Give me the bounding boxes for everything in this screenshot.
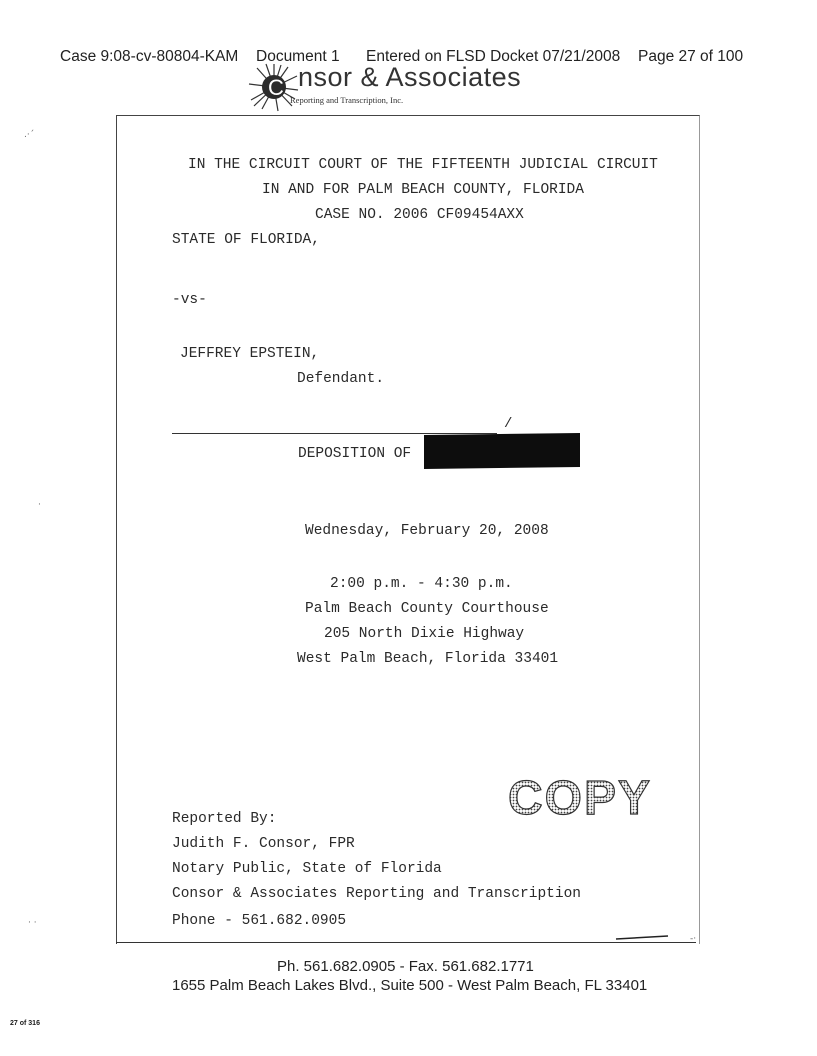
plaintiff: STATE OF FLORIDA,	[172, 232, 320, 248]
court-line-2: IN AND FOR PALM BEACH COUNTY, FLORIDA	[262, 182, 584, 198]
logo-name: nsor & Associates	[298, 62, 522, 92]
location-line-2: 205 North Dixie Highway	[324, 626, 525, 642]
defendant-role: Defendant.	[297, 371, 385, 387]
copy-stamp	[506, 772, 652, 820]
scan-speck: · ·	[28, 918, 37, 928]
bottom-rule	[116, 942, 696, 943]
scan-speck: -·	[690, 934, 697, 944]
deposition-time: 2:00 p.m. - 4:30 p.m.	[330, 576, 513, 592]
reporter-company: Consor & Associates Reporting and Transcription	[172, 886, 581, 902]
svg-text:C: C	[268, 75, 284, 100]
page-number: Page 27 of 100	[638, 48, 744, 65]
stamp-text: COPY	[508, 772, 652, 820]
location-line-1: Palm Beach County Courthouse	[305, 601, 549, 617]
deposition-date: Wednesday, February 20, 2008	[305, 523, 549, 539]
case-no: CASE NO. 2006 CF09454AXX	[315, 207, 524, 223]
reporter-name: Judith F. Consor, FPR	[172, 836, 355, 852]
versus: -vs-	[172, 292, 207, 308]
location-line-3: West Palm Beach, Florida 33401	[297, 651, 559, 667]
redaction-bar	[424, 433, 580, 469]
footer-address: 1655 Palm Beach Lakes Blvd., Suite 500 - West Palm Beach, FL 33401	[172, 977, 648, 994]
pen-mark	[614, 934, 670, 942]
scan-speck: .·´	[24, 130, 35, 140]
deposition-title: DEPOSITION OF	[298, 446, 412, 462]
docket-entry: Entered on FLSD Docket 07/21/2008	[366, 48, 621, 65]
consor-logo	[248, 62, 548, 112]
scan-speck: ·	[38, 500, 41, 510]
defendant-name: JEFFREY EPSTEIN,	[180, 346, 320, 362]
reported-by-label: Reported By:	[172, 811, 277, 827]
document-number: Document 1	[256, 48, 340, 65]
logo-tagline: Reporting and Transcription, Inc.	[290, 95, 404, 105]
page-counter: 27 of 316	[10, 1020, 40, 1027]
case-number: Case 9:08-cv-80804-KAM	[60, 48, 239, 65]
caption-slash: /	[504, 416, 513, 432]
reporter-phone: Phone - 561.682.0905	[172, 913, 347, 929]
court-line-1: IN THE CIRCUIT COURT OF THE FIFTEENTH JUDICIAL CIRCUIT	[188, 157, 658, 173]
footer-phone-fax: Ph. 561.682.0905 - Fax. 561.682.1771	[277, 958, 534, 975]
reporter-notary: Notary Public, State of Florida	[172, 861, 442, 877]
